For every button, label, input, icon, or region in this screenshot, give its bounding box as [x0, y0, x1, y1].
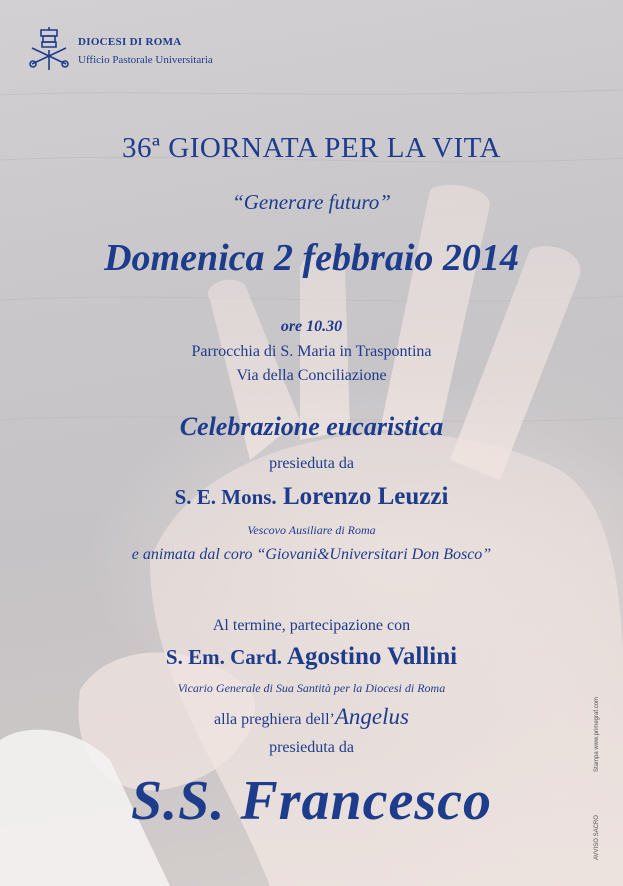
diocese-name: DIOCESI DI ROMA — [78, 36, 182, 48]
cardinal-role: Vicario Generale di Sua Santità per la Diocesi di Roma — [177, 681, 446, 695]
cardinal-title: S. Em. Card. — [165, 645, 283, 669]
event-parish: Parrocchia di S. Maria in Traspontina — [191, 343, 432, 360]
angelus-prefix: alla preghiera dell’ — [214, 711, 335, 728]
bishop-name: Lorenzo Leuzzi — [282, 483, 449, 510]
office-name: Ufficio Pastorale Universitaria — [78, 54, 213, 66]
event-time: ore 10.30 — [280, 318, 343, 335]
celebration-presided-by: presieduta da — [269, 455, 354, 472]
bishop-role: Vescovo Ausiliare di Roma — [247, 523, 376, 537]
pope-name: S.S. Francesco — [131, 770, 492, 832]
bishop-title: S. E. Mons. — [174, 485, 277, 509]
angelus-name: Angelus — [334, 704, 409, 729]
closing-intro: Al termine, partecipazione con — [212, 617, 411, 634]
papal-coat-of-arms-icon — [26, 26, 72, 72]
angelus-line — [0, 704, 623, 730]
cardinal-line — [0, 643, 623, 671]
event-title: 36ª GIORNATA PER LA VITA — [122, 132, 501, 164]
sacred-notice: AVVISO SACRO — [594, 815, 600, 860]
event-street: Via della Conciliazione — [236, 367, 387, 384]
celebration-title: Celebrazione eucaristica — [179, 412, 444, 441]
event-motto: “Generare futuro” — [232, 190, 391, 214]
cardinal-name: Agostino Vallini — [286, 643, 458, 670]
bishop-line — [0, 483, 623, 511]
closing-presided-by: presieduta da — [269, 739, 354, 756]
choir-line: e animata dal coro “Giovani&Universitari Don Bosco” — [131, 546, 492, 563]
event-date: Domenica 2 febbraio 2014 — [104, 237, 519, 279]
printer-credit: Stampa www.primegraf.com — [594, 696, 600, 772]
